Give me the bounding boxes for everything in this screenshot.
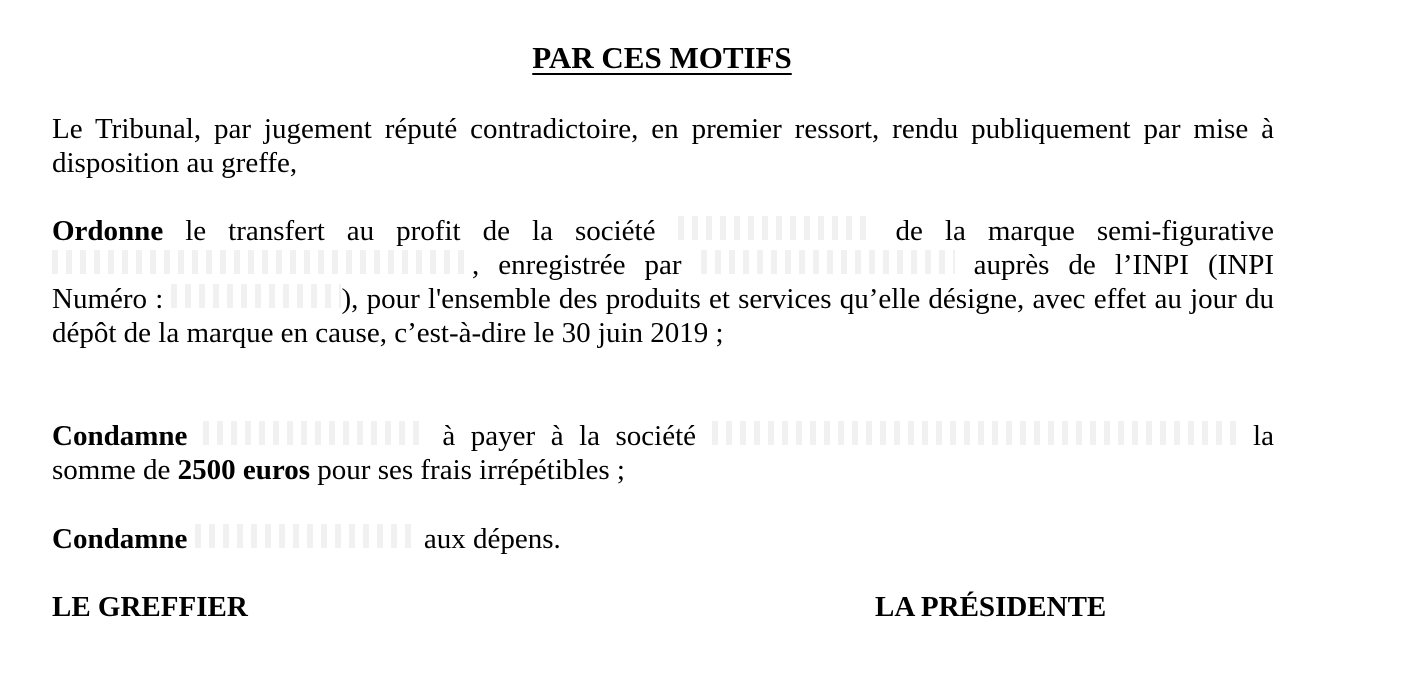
ordonne-text-4: auprès de l’INPI (INPI Numéro :: [52, 249, 1275, 315]
paragraph-ordonne: [52, 214, 1274, 350]
redacted-registrant-name: [701, 250, 955, 274]
redacted-trademark-name: [52, 250, 472, 274]
redacted-defendant-name: [195, 524, 417, 548]
condamne-depens-text: aux dépens.: [416, 523, 561, 555]
ordonne-text-5: ), pour l'ensemble des produits et services qu’elle désigne, avec effet au jour du dépôt de la marque en cause, c’est-à-dire le 30 juin 2019 ;: [52, 283, 1274, 349]
paragraph-condamne-frais: [52, 419, 1274, 487]
signature-greffier: LE GREFFIER: [52, 591, 248, 623]
ordonne-text-2: de la marque semi-figurative: [873, 215, 1274, 247]
ordonne-text-1: le transfert au profit de la société: [163, 215, 678, 247]
paragraph-tribunal: [52, 112, 1274, 180]
amount-value: 2500 euros: [177, 454, 311, 486]
paragraph-tribunal-text: Le Tribunal, par jugement réputé contradictoire, en premier ressort, rendu publiquement par mise à disposition au greffe,: [52, 113, 1274, 179]
condamne-frais-text-1: à payer à la société: [426, 420, 712, 452]
ordonne-text-3: , enregistrée par: [472, 249, 701, 281]
redacted-company-name: [678, 216, 874, 240]
signature-block: [52, 590, 1274, 630]
ordonne-keyword: Ordonne: [52, 215, 164, 247]
condamne-frais-text-3: pour ses frais irrépétibles ;: [310, 454, 625, 486]
condamne-keyword: Condamne: [52, 420, 188, 452]
redacted-company-name: [712, 421, 1238, 445]
redacted-inpi-number: [171, 284, 341, 308]
signature-presidente: LA PRÉSIDENTE: [875, 591, 1107, 623]
condamne-keyword: Condamne: [52, 523, 188, 555]
section-title: PAR CES MOTIFS: [532, 40, 792, 75]
condamne-frais-text-2: la somme de: [52, 420, 1274, 486]
paragraph-condamne-depens: [52, 522, 1274, 556]
redacted-defendant-name: [203, 421, 427, 445]
